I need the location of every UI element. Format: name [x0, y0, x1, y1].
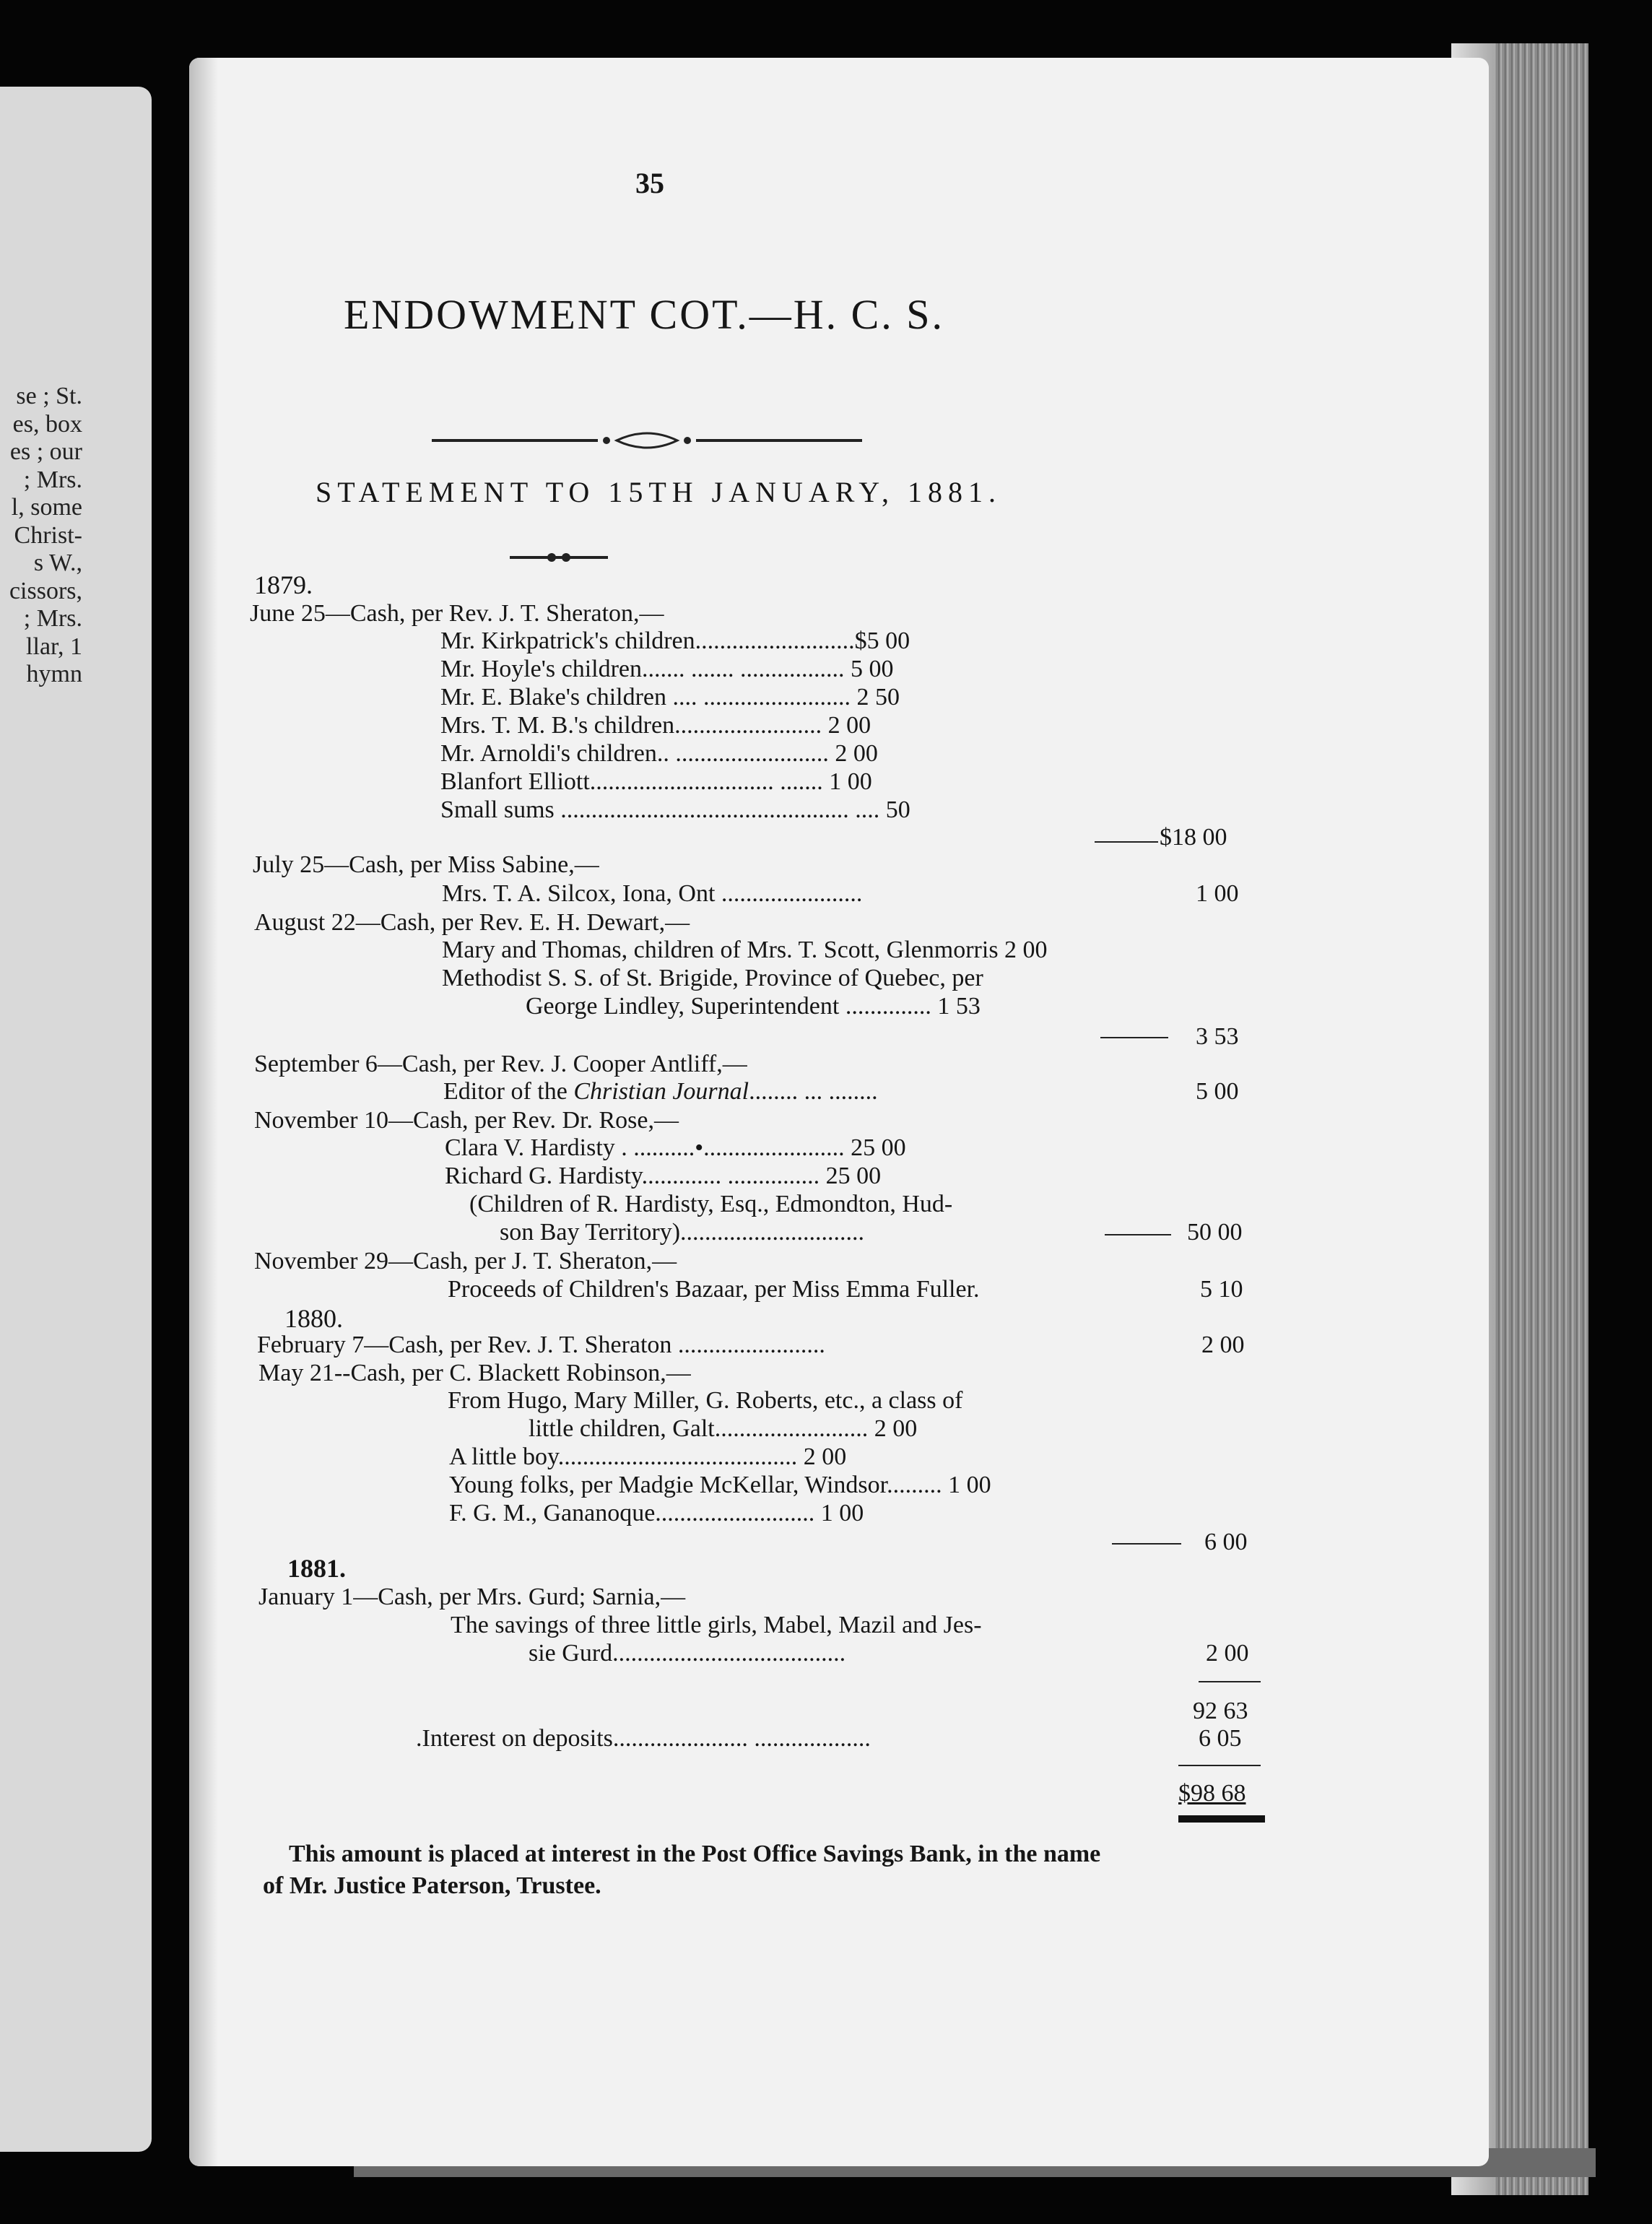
- entry-amount: 2 00: [1201, 1332, 1245, 1358]
- donor-line: (Children of R. Hardisty, Esq., Edmondton, Hud-: [469, 1191, 953, 1217]
- left-line: ; Mrs.: [23, 466, 82, 493]
- entry-heading: November 10—Cash, per Rev. Dr. Rose,—: [254, 1107, 679, 1134]
- donor-line: Richard G. Hardisty............. ............... 25 00: [445, 1163, 882, 1189]
- year-label: 1879.: [254, 570, 313, 599]
- donor-line: Mrs. T. M. B.'s children........................ 2 00: [440, 712, 871, 739]
- interest-amount: 6 05: [1199, 1725, 1242, 1752]
- donor-line: Methodist S. S. of St. Brigide, Province of Quebec, per: [442, 965, 983, 991]
- donor-line: Mr. Hoyle's children....... ....... ................. 5 00: [440, 656, 894, 682]
- entry-heading: September 6—Cash, per Rev. J. Cooper Antliff,—: [254, 1051, 747, 1077]
- subtotal-rule: [1105, 1234, 1171, 1235]
- donor-line: F. G. M., Gananoque.......................... 1 00: [449, 1500, 864, 1526]
- donor-line: son Bay Territory)..............................: [500, 1219, 865, 1246]
- donor-line: little children, Galt......................... 2 00: [529, 1415, 918, 1442]
- editor-dots: ........ ... ........: [749, 1078, 878, 1105]
- ornament-divider: [432, 426, 862, 455]
- entry-heading: February 7—Cash, per Rev. J. T. Sheraton ........................: [257, 1332, 825, 1358]
- entry-amount: 2 00: [1206, 1640, 1249, 1667]
- statement-heading: STATEMENT TO 15TH JANUARY, 1881.: [316, 476, 1001, 508]
- donor-line: Mrs. T. A. Silcox, Iona, Ont .......................: [442, 880, 863, 907]
- left-line: llar, 1: [26, 633, 82, 660]
- year-label: 1881.: [287, 1554, 346, 1583]
- left-line: s W.,: [33, 550, 82, 576]
- entry-amount: 5 10: [1200, 1276, 1243, 1303]
- subtotal-amount: 50 00: [1187, 1219, 1243, 1246]
- page-number: 35: [635, 167, 664, 199]
- left-line: l, some: [11, 494, 82, 521]
- donor-line: [443, 1077, 878, 1106]
- donor-line: sie Gurd......................................: [529, 1640, 846, 1667]
- total-rule: [1199, 1681, 1261, 1682]
- donor-line: The savings of three little girls, Mabel, Mazil and Jes-: [451, 1612, 982, 1638]
- donor-line: Young folks, per Madgie McKellar, Windsor......... 1 00: [449, 1472, 991, 1498]
- subtotal-rule: [1100, 1037, 1168, 1038]
- ornament-small: [510, 547, 608, 568]
- entry-heading: January 1—Cash, per Mrs. Gurd; Sarnia,—: [258, 1584, 686, 1610]
- donor-line: Mary and Thomas, children of Mrs. T. Scott, Glenmorris 2 00: [442, 937, 1048, 963]
- donor-line: Small sums ............................................... .... 50: [440, 796, 910, 823]
- interest-line: .Interest on deposits...................... ...................: [416, 1725, 871, 1752]
- entry-heading: May 21--Cash, per C. Blackett Robinson,—: [258, 1360, 691, 1386]
- subtotal-amount: $18 00: [1160, 824, 1227, 851]
- donor-line: Mr. Kirkpatrick's children..........................$5 00: [440, 627, 910, 654]
- donor-line: George Lindley, Superintendent .............. 1 53: [526, 993, 981, 1020]
- subtotal-rule: [1095, 841, 1158, 843]
- left-line: ; Mrs.: [23, 605, 82, 632]
- year-label: 1880.: [284, 1304, 343, 1333]
- entry-amount: 1 00: [1196, 880, 1239, 907]
- footer-line-2: of Mr. Justice Paterson, Trustee.: [263, 1872, 601, 1899]
- footer-note: [263, 1838, 1271, 1902]
- subtotal-amount: 3 53: [1196, 1023, 1239, 1050]
- subtotal-rule: [1112, 1543, 1181, 1545]
- footer-line-1: This amount is placed at interest in the Post Office Savings Bank, in the name: [289, 1841, 1101, 1867]
- left-line: hymn: [26, 661, 82, 687]
- grand-total: $98 68: [1178, 1780, 1246, 1807]
- total-rule: [1178, 1765, 1261, 1766]
- donor-line: Mr. Arnoldi's children.. ......................... 2 00: [440, 740, 878, 767]
- grand-total-rule: [1178, 1815, 1265, 1823]
- donor-line: Mr. E. Blake's children .... ........................ 2 50: [440, 684, 900, 711]
- entry-heading: November 29—Cash, per J. T. Sheraton,—: [254, 1248, 677, 1274]
- left-line: Christ-: [14, 521, 82, 549]
- donor-line: From Hugo, Mary Miller, G. Roberts, etc., a class of: [448, 1387, 963, 1414]
- entry-heading: June 25—Cash, per Rev. J. T. Sheraton,—: [250, 600, 664, 627]
- left-line: es, box: [12, 410, 82, 438]
- left-line: es ; our: [9, 438, 82, 465]
- subtotal-amount: 6 00: [1204, 1529, 1248, 1555]
- editor-prefix: Editor of the: [443, 1078, 574, 1105]
- left-line: cissors,: [9, 577, 82, 604]
- donor-line: Clara V. Hardisty . ..........•....................... 25 00: [445, 1134, 906, 1161]
- entry-heading: July 25—Cash, per Miss Sabine,—: [253, 851, 599, 878]
- page-title: ENDOWMENT COT.—H. C. S.: [343, 291, 945, 338]
- journal-title: Christian Journal: [573, 1078, 749, 1105]
- entry-heading: August 22—Cash, per Rev. E. H. Dewart,—: [254, 909, 690, 936]
- entry-amount: 5 00: [1196, 1078, 1239, 1105]
- donor-line: A little boy....................................... 2 00: [449, 1443, 847, 1470]
- donor-line: Proceeds of Children's Bazaar, per Miss Emma Fuller.: [448, 1276, 980, 1303]
- donor-line: Blanfort Elliott.............................. ....... 1 00: [440, 768, 872, 795]
- running-total: 92 63: [1193, 1698, 1248, 1724]
- left-line: se ; St.: [16, 383, 82, 409]
